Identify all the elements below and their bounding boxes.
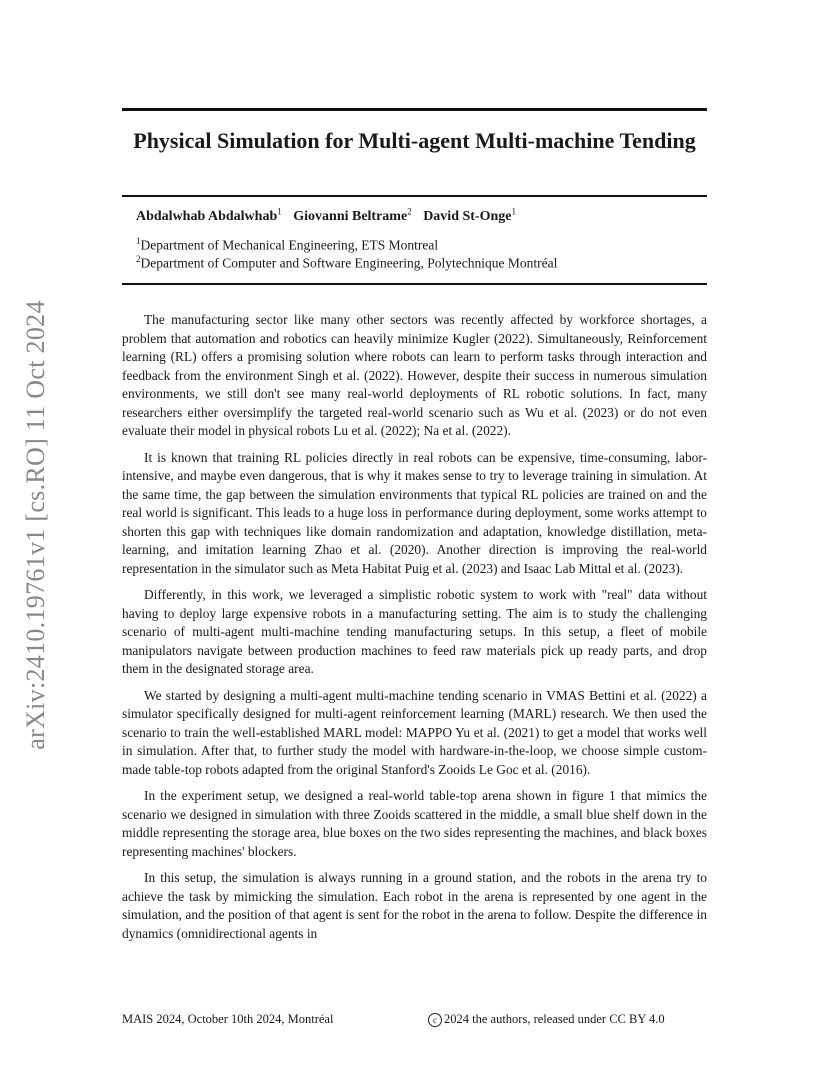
author-affiliation-mark: 1 <box>277 206 282 216</box>
author-1 <box>136 206 282 224</box>
footer-venue: MAIS 2024, October 10th 2024, Montréal <box>122 1012 334 1026</box>
body-text <box>122 311 707 951</box>
title-top-rule <box>122 108 707 111</box>
affiliation-mark: 2 <box>136 254 141 264</box>
author-affiliation-mark: 2 <box>407 206 412 216</box>
copyright-icon: c <box>428 1013 442 1027</box>
author-name: David St-Onge <box>423 208 512 224</box>
affiliation-1 <box>136 236 438 254</box>
author-list <box>136 206 524 225</box>
copyright-text: 2024 the authors, released under CC BY 4.0 <box>444 1012 665 1026</box>
affiliation-text: Department of Mechanical Engineering, ETS Montreal <box>140 237 439 253</box>
paragraph: The manufacturing sector like many other sectors was recently affected by workforce shortages, a problem that automation and robotics can heavily minimize Kugler (2022). Simultaneously, Reinforcement learning (RL) offers a promising solution where robots can learn to perform tasks through interaction and feedback from the environment Singh et al. (2022). However, despite their success in numerous simulation environments, we still don't see many real-world deployments of RL robotic solutions. In fact, many researchers either oversimplify the targeted real-world scenario such as Wu et al. (2023) or do not even evaluate their model in physical robots Lu et al. (2022); Na et al. (2022). <box>122 312 707 438</box>
author-name: Abdalwhab Abdalwhab <box>136 208 278 224</box>
arxiv-identifier-stamp <box>16 290 56 760</box>
paragraph: In the experiment setup, we designed a real-world table-top arena shown in figure 1 that mimics the scenario we designed in simulation with three Zooids scattered in the middle, a small blue shelf down in the middle representing the storage area, blue boxes on the two sides representing the machines, and black boxes representing machines' blockers. <box>122 788 707 859</box>
arxiv-identifier-text: arXiv:2410.19761v1 [cs.RO] 11 Oct 2024 <box>21 300 50 750</box>
author-name: Giovanni Beltrame <box>293 208 408 224</box>
affiliation-2 <box>136 254 557 272</box>
author-3 <box>423 206 516 224</box>
title-bottom-rule <box>122 195 707 197</box>
footer-copyright <box>428 1012 665 1027</box>
paper-title: Physical Simulation for Multi-agent Multi-machine Tending <box>133 128 696 153</box>
author-affiliation-mark: 1 <box>511 206 516 216</box>
paragraph: It is known that training RL policies directly in real robots can be expensive, time-consuming, labor-intensive, and maybe even dangerous, that is why it makes sense to try to leverage training in simulation. At the same time, the gap between the simulation environments that typical RL policies are trained on and the real world is significant. This leads to a huge loss in performance during deployment, some works attempt to shorten this gap with techniques like domain randomization and adaptation, knowledge distillation, meta-learning, and imitation learning Zhao et al. (2020). Another direction is improving the real-world representation in the simulator such as Meta Habitat Puig et al. (2023) and Isaac Lab Mittal et al. (2023). <box>122 449 707 576</box>
paragraph: We started by designing a multi-agent multi-machine tending scenario in VMAS Bettini et al. (2022) a simulator specifically designed for multi-agent reinforcement learning (MARL) research. We then used the scenario to train the well-established MARL model: MAPPO Yu et al. (2021) to get a model that works well in simulation. After that, to further study the model with hardware-in-the-loop, we choose simple custom-made table-top robots adapted from the original Stanford's Zooids Le Goc et al. (2016). <box>122 687 707 777</box>
affiliation-mark: 1 <box>136 236 141 246</box>
header-bottom-rule <box>122 283 707 285</box>
paragraph: In this setup, the simulation is always running in a ground station, and the robots in the arena try to achieve the task by mimicking the simulation. Each robot in the arena is represented by one agent in the simulation, and the position of that agent is sent for the robot in the arena to follow. Despite the difference in dynamics (omnidirectional agents in <box>122 870 707 941</box>
author-2 <box>293 206 412 224</box>
paragraph: Differently, in this work, we leveraged a simplistic robotic system to work with "real" data without having to deploy large expensive robots in a manufacturing setting. The aim is to study the challenging scenario of multi-agent multi-machine tending manufacturing setups. In this setup, a fleet of mobile manipulators navigate between production machines to feed raw materials pick up ready parts, and drop them in the designated storage area. <box>122 587 707 676</box>
affiliation-text: Department of Computer and Software Engineering, Polytechnique Montréal <box>140 255 558 271</box>
